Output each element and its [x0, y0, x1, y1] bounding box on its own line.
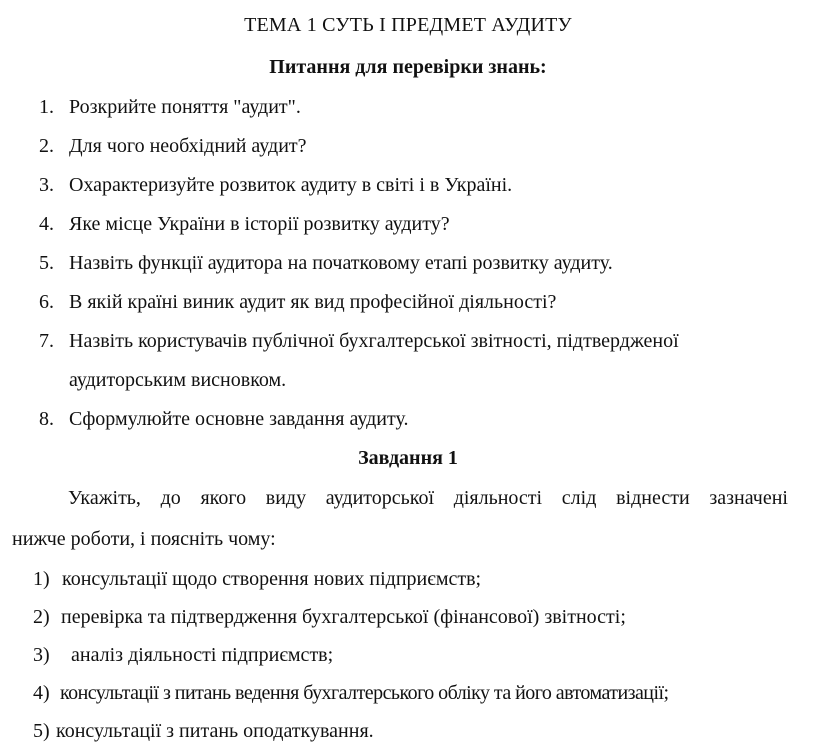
task-item-number: 1) [33, 568, 50, 590]
task-item-text: перевірка та підтвердження бухгалтерської (фінансової) звітності; [61, 606, 626, 628]
question-item-continuation [0, 361, 816, 400]
task-intro [12, 478, 788, 560]
task-item-number: 3) [33, 644, 50, 666]
task-title: Завдання 1 [358, 447, 458, 469]
task-item-number: 2) [33, 606, 50, 628]
question-number: 8. [39, 408, 54, 430]
question-item [0, 283, 816, 322]
task-item [0, 560, 816, 598]
task-item [0, 674, 816, 712]
question-text: В якій країні виник аудит як вид професійної діяльності? [69, 291, 557, 313]
question-item [0, 400, 816, 439]
question-item [0, 322, 816, 361]
question-text: Назвіть користувачів публічної бухгалтерської звітності, підтвердженої [69, 330, 679, 352]
page-title: ТЕМА 1 СУТЬ І ПРЕДМЕТ АУДИТУ [244, 14, 572, 36]
question-number: 1. [39, 96, 54, 118]
task-intro-line: Укажіть, до якого виду аудиторської діяльності слід віднести зазначені [68, 487, 788, 509]
task-items-list [0, 560, 816, 750]
task-intro-line: нижче роботи, і поясніть чому: [12, 528, 276, 550]
question-item [0, 127, 816, 166]
questions-list [0, 88, 816, 439]
question-number: 5. [39, 252, 54, 274]
question-text: Сформулюйте основне завдання аудиту. [69, 408, 409, 430]
question-number: 4. [39, 213, 54, 235]
question-number: 7. [39, 330, 54, 352]
task-item-text: консультації з питань оподаткування. [56, 720, 374, 742]
question-number: 2. [39, 135, 54, 157]
question-text: Розкрийте поняття "аудит". [69, 96, 301, 118]
task-item [0, 598, 816, 636]
question-number: 3. [39, 174, 54, 196]
question-item [0, 166, 816, 205]
question-text: Охарактеризуйте розвиток аудиту в світі і в Україні. [69, 174, 513, 196]
question-number: 6. [39, 291, 54, 313]
question-text-continuation: аудиторським висновком. [69, 369, 287, 391]
task-item [0, 712, 816, 750]
task-item-text: консультації з питань ведення бухгалтерського обліку та його автоматизації; [60, 682, 669, 704]
question-text: Назвіть функції аудитора на початковому етапі розвитку аудиту. [69, 252, 613, 274]
task-item-text: аналіз діяльності підприємств; [71, 644, 334, 666]
question-item [0, 244, 816, 283]
task-item [0, 636, 816, 674]
task-item-number: 4) [33, 682, 50, 704]
task-item-text: консультації щодо створення нових підприємств; [62, 568, 482, 590]
question-text: Яке місце України в історії розвитку аудиту? [69, 213, 450, 235]
question-text: Для чого необхідний аудит? [69, 135, 307, 157]
question-item [0, 88, 816, 127]
task-item-number: 5) [33, 720, 50, 742]
question-item [0, 205, 816, 244]
section-subtitle: Питання для перевірки знань: [269, 56, 547, 78]
